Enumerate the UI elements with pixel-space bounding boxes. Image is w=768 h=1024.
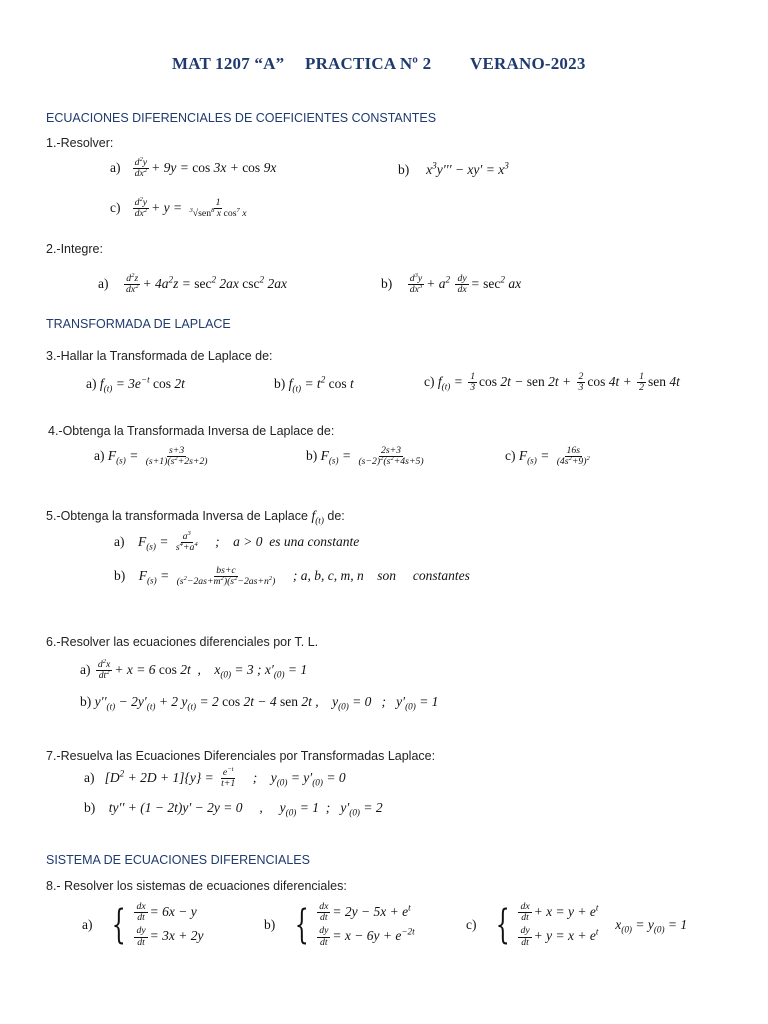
equation-1a: a) $\frac{d^2y}{dx^2}$ + 9y = cos 3x + cos 9x xyxy=(110,155,277,180)
item-label: b) xyxy=(306,447,318,463)
problem-heading: 8.- Resolver los sistemas de ecuaciones diferenciales: xyxy=(46,879,347,893)
item-label: c) xyxy=(110,199,121,215)
problem-heading: 7.-Resuelva las Ecuaciones Diferenciales por Transformadas Laplace: xyxy=(46,749,436,763)
equation-1c: c) $\frac{d^2y}{dx^2}$ + y = $\frac{1}{^3√sen^8 x \cos^7 x}$ xyxy=(110,195,247,220)
item-label: a) xyxy=(82,916,93,932)
system-8c: c) { $\frac{dx}{dt}$ + $x = y + e^t$ $\frac{dy}{dt}$ + $y = x + e^t$ $x_{(0)} = y_{(0)} = 1$ xyxy=(466,901,688,948)
item-label: b) xyxy=(84,800,96,815)
header-course: MAT 1207 “A” xyxy=(172,54,285,73)
problem-heading: 6.-Resolver las ecuaciones diferenciales por T. L. xyxy=(46,635,319,649)
section-title: TRANSFORMADA DE LAPLACE xyxy=(46,317,231,331)
item-label: b) xyxy=(398,162,410,177)
item-label: c) xyxy=(424,373,435,389)
item-label: a) xyxy=(114,533,125,549)
problem-heading: 2.-Integre: xyxy=(46,242,103,256)
equation-2b: b) $\frac{d^3y}{dx^3}$ + $a^2$ $\frac{dy}{dx}$ = $\sec^2$ ax xyxy=(381,271,522,296)
item-label: b) xyxy=(274,376,286,391)
equation-6b: b) $y''_{(t)} - 2y'_{(t)} + 2$ $y_{(t)} = 2$ cos 2t − 4 sen 2t , $y_{(0)} = 0$ ; $y'_{(0)} = 1$ xyxy=(80,694,439,712)
equation-3a: a) $f_{(t)} = 3e^{-t}$ cos 2t xyxy=(86,374,185,394)
problem-heading-text: 5.-Obtenga la transformada Inversa de Laplace xyxy=(46,509,308,523)
equation-2a: a) $\frac{d^2z}{dx^2}$ + $4a^2z = \sec^2 2ax$ $\csc^2 2ax$ xyxy=(98,271,288,296)
equation-3b: b) $f_{(t)} = t^2$ cos t xyxy=(274,374,354,394)
equation-4a: a) $F_{(s)}$ = $\frac{s+3}{(s+1)(s^2+2s+2)}$ xyxy=(94,445,208,468)
equation-5b: b) $F_{(s)}$ = $\frac{bs+c}{(s^2-2as+m^2)(s^2-2as+n^2)}$ ; a, b, c, m, n son constantes xyxy=(114,565,470,588)
system-8a: a) { $\frac{dx}{dt}$ = 6x − y $\frac{dy}{dt}$ = 3x + 2y xyxy=(82,901,204,948)
item-label: b) xyxy=(381,275,393,291)
equation-4b: b) $F_{(s)}$ = $\frac{2s+3}{(s-2)^2(s^2+4s+5)}$ xyxy=(306,445,424,468)
equation-7a: a) $[D^2 + 2D + 1]\{y\}$ = $\frac{e^{-t}}{t+1}$ ; $y_{(0)} = y'_{(0)} = 0$ xyxy=(84,765,346,790)
system-8b: b) { $\frac{dx}{dt}$ = $2y - 5x + e^t$ $\frac{dy}{dt}$ = $x - 6y + e^{-2t}$ xyxy=(264,901,415,948)
item-label: c) xyxy=(466,916,477,932)
problem-heading: 4.-Obtenga la Transformada Inversa de Laplace de: xyxy=(48,424,335,438)
equation-3c: c) $f_{(t)}$ = $\frac{1}{3}$ cos 2t − sen 2t + $\frac{2}{3}$ cos 4t + $\frac{1}{2}$ sen 4t xyxy=(424,371,680,394)
item-label: a) xyxy=(86,376,97,391)
problem-heading: 3.-Hallar la Transformada de Laplace de: xyxy=(46,349,273,363)
item-label: a) xyxy=(80,661,91,677)
item-label: a) xyxy=(94,447,105,463)
equation-1b: b) $x^3y''' - xy' = x^3$ xyxy=(398,160,509,177)
section-title: SISTEMA DE ECUACIONES DIFERENCIALES xyxy=(46,853,310,867)
item-label: a) xyxy=(110,159,121,175)
problem-heading: 1.-Resolver: xyxy=(46,136,114,150)
equation-4c: c) $F_{(s)}$ = $\frac{16s}{(4s^2+9)^2}$ xyxy=(505,445,590,468)
problem-heading-tail: de: xyxy=(327,509,345,523)
item-label: c) xyxy=(505,447,516,463)
problem-heading: 5.-Obtenga la transformada Inversa de Laplace $f_{(t)}$ de: xyxy=(46,508,345,526)
header-practice: PRACTICA Nº 2 xyxy=(305,54,432,73)
header-term: VERANO-2023 xyxy=(470,54,586,73)
equation-5a: a) $F_{(s)}$ = $\frac{a^3}{s^4+a^4}$ ; a > 0 es una constante xyxy=(114,529,360,554)
equation-7b: b) ty′′ + (1 − 2t)y′ − 2y = 0 , $y_{(0)} = 1$ ; $y'_{(0)} = 2$ xyxy=(84,800,383,818)
item-label: b) xyxy=(264,916,276,932)
item-label: a) xyxy=(84,769,95,785)
item-label: b) xyxy=(114,567,126,583)
equation-6a: a) $\frac{d^2x}{dt^2}$ + x = 6 cos 2t , $x_{(0)} = 3$ ; $x'_{(0)} = 1$ xyxy=(80,657,308,682)
item-label: a) xyxy=(98,275,109,291)
section-title: ECUACIONES DIFERENCIALES DE COEFICIENTES CONSTANTES xyxy=(46,111,437,125)
item-label: b) xyxy=(80,694,92,709)
